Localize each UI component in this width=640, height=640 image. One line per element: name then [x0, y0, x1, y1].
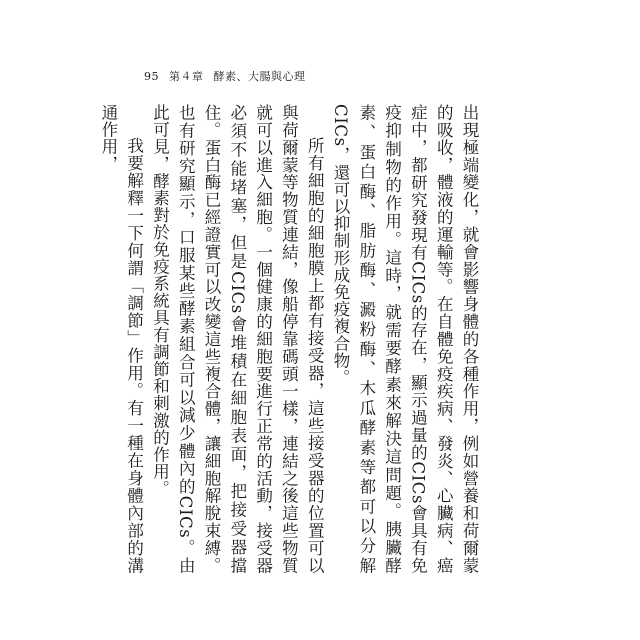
paragraph-1: 出現極端變化，就會影響身體的各種作用，例如營養和荷爾蒙的吸收，體液的運輸等。在自體免疫疾病、發炎、心臟病、癌症中，都研究發現有CICs的存在，顯示過量的CICs會具有免疫抑制物的作用。這時，就需要酵素來解決這問題。胰臟酵素、蛋白酶、脂肪酶、澱粉酶、木瓜酵素等都可以分解CICs，還可以抑制形成免疫複合物。 [331, 104, 479, 574]
chapter-label: 第４章 [169, 70, 204, 83]
body-text [98, 104, 482, 574]
chapter-title: 酵素、大腸與心理 [213, 70, 306, 83]
running-head [144, 70, 306, 84]
paragraph-3: 我要解釋一下何謂「調節」作用。有一種在身體內部的溝通作用， [98, 104, 144, 574]
paragraph-2: 所有細胞的細胞膜上都有接受器，這些接受器的位置可以與荷爾蒙等物質連結，像船停靠碼頭一樣，連結之後這些物質就可以進入細胞。一個健康的細胞要進行正常的活動，接受器必須不能堵塞，但是CICs會堆積在細胞表面，把接受器擋住。蛋白酶已經證實可以改變這些複合體，讓細胞解脫束縛。也有研究顯示，口服某些酵素組合可以減少體內的CICs。由此可見，酵素對於免疫系統具有調節和刺激的作用。 [150, 104, 325, 574]
page-number: 95 [144, 70, 159, 83]
